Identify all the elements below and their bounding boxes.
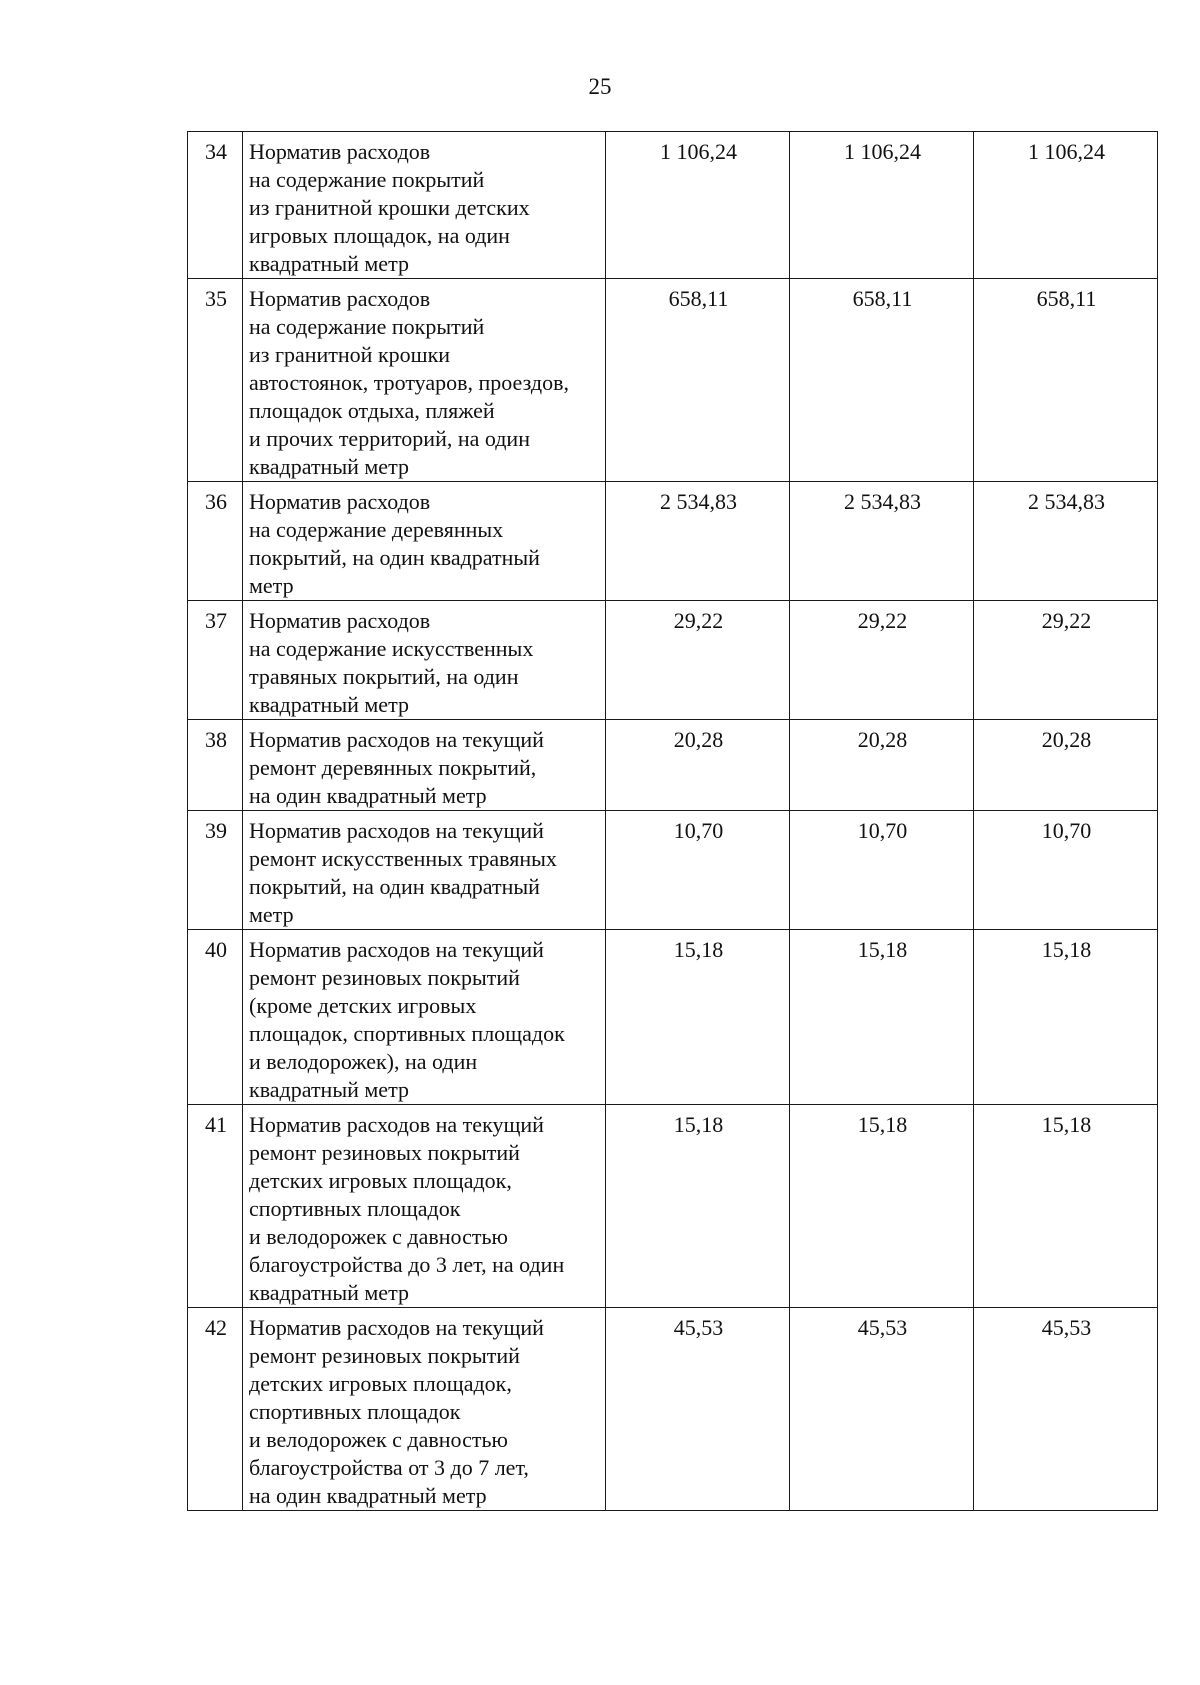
row-value-2: 658,11 <box>790 279 974 482</box>
row-number: 35 <box>188 279 243 482</box>
row-number: 40 <box>188 930 243 1105</box>
table-row <box>188 1105 1158 1308</box>
row-description: Норматив расходов на содержание покрытий из гранитной крошки детских игровых площадок, на один квадратный метр <box>243 132 606 279</box>
table-row <box>188 811 1158 930</box>
row-value-1: 2 534,83 <box>606 482 790 601</box>
row-number: 39 <box>188 811 243 930</box>
row-description: Норматив расходов на текущий ремонт искусственных травяных покрытий, на один квадратный метр <box>243 811 606 930</box>
table-row <box>188 720 1158 811</box>
row-value-3: 45,53 <box>974 1308 1158 1511</box>
row-description: Норматив расходов на текущий ремонт резиновых покрытий детских игровых площадок, спортивных площадок и велодорожек с давностью благоустройства от 3 до 7 лет, на один квадратный метр <box>243 1308 606 1511</box>
row-value-3: 15,18 <box>974 930 1158 1105</box>
row-number: 34 <box>188 132 243 279</box>
row-value-2: 15,18 <box>790 930 974 1105</box>
row-number: 42 <box>188 1308 243 1511</box>
row-number: 41 <box>188 1105 243 1308</box>
row-description: Норматив расходов на текущий ремонт резиновых покрытий детских игровых площадок, спортивных площадок и велодорожек с давностью благоустройства до 3 лет, на один квадратный метр <box>243 1105 606 1308</box>
row-value-2: 1 106,24 <box>790 132 974 279</box>
row-description: Норматив расходов на содержание искусственных травяных покрытий, на один квадратный метр <box>243 601 606 720</box>
row-value-1: 29,22 <box>606 601 790 720</box>
norms-table <box>187 131 1158 1511</box>
row-description: Норматив расходов на содержание покрытий из гранитной крошки автостоянок, тротуаров, проездов, площадок отдыха, пляжей и прочих территорий, на один квадратный метр <box>243 279 606 482</box>
row-value-3: 658,11 <box>974 279 1158 482</box>
row-value-3: 15,18 <box>974 1105 1158 1308</box>
table-row <box>188 1308 1158 1511</box>
row-value-2: 15,18 <box>790 1105 974 1308</box>
row-value-3: 2 534,83 <box>974 482 1158 601</box>
row-value-1: 10,70 <box>606 811 790 930</box>
table-row <box>188 930 1158 1105</box>
row-value-1: 45,53 <box>606 1308 790 1511</box>
row-value-2: 29,22 <box>790 601 974 720</box>
row-value-3: 10,70 <box>974 811 1158 930</box>
row-value-3: 20,28 <box>974 720 1158 811</box>
page-number: 25 <box>588 74 612 99</box>
row-value-1: 15,18 <box>606 930 790 1105</box>
row-value-3: 1 106,24 <box>974 132 1158 279</box>
table-row <box>188 482 1158 601</box>
table-row <box>188 601 1158 720</box>
row-value-1: 20,28 <box>606 720 790 811</box>
row-description: Норматив расходов на содержание деревянных покрытий, на один квадратный метр <box>243 482 606 601</box>
row-description: Норматив расходов на текущий ремонт резиновых покрытий (кроме детских игровых площадок, спортивных площадок и велодорожек), на один квадратный метр <box>243 930 606 1105</box>
row-value-2: 2 534,83 <box>790 482 974 601</box>
table-row <box>188 279 1158 482</box>
row-value-1: 15,18 <box>606 1105 790 1308</box>
row-value-1: 1 106,24 <box>606 132 790 279</box>
row-number: 38 <box>188 720 243 811</box>
row-value-1: 658,11 <box>606 279 790 482</box>
row-number: 37 <box>188 601 243 720</box>
table-row <box>188 132 1158 279</box>
row-value-3: 29,22 <box>974 601 1158 720</box>
row-value-2: 10,70 <box>790 811 974 930</box>
row-value-2: 45,53 <box>790 1308 974 1511</box>
row-number: 36 <box>188 482 243 601</box>
row-description: Норматив расходов на текущий ремонт деревянных покрытий, на один квадратный метр <box>243 720 606 811</box>
row-value-2: 20,28 <box>790 720 974 811</box>
